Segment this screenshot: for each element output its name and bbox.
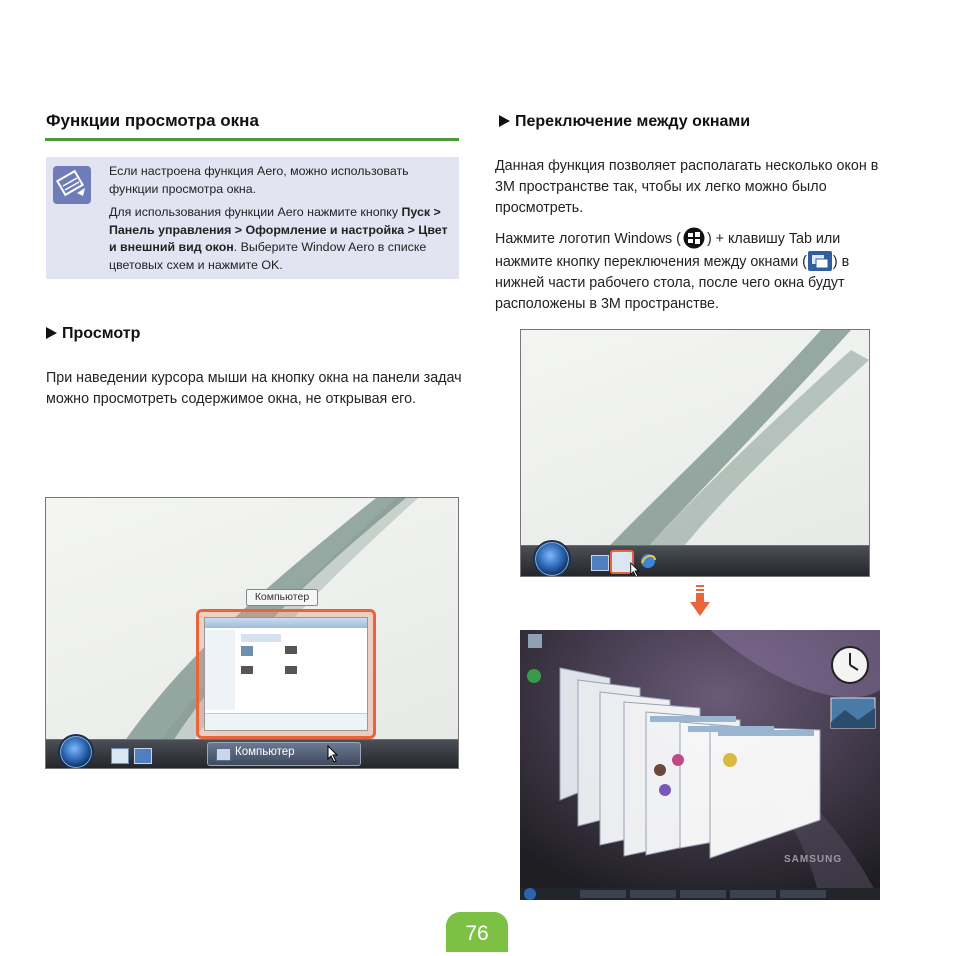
note-pencil-icon — [53, 166, 91, 204]
triangle-bullet-icon — [46, 327, 57, 339]
section-divider — [45, 138, 459, 141]
show-desktop-icon[interactable] — [134, 748, 152, 764]
switching-description: Данная функция позволяет располагать несколько окон в 3M пространстве так, чтобы их легко можно было просмотреть. — [495, 158, 879, 216]
start-orb-icon[interactable] — [58, 734, 94, 769]
mouse-cursor-icon — [629, 562, 643, 577]
show-desktop-icon[interactable] — [591, 555, 609, 571]
page-number: 76 — [446, 912, 508, 952]
down-arrow-icon — [690, 585, 710, 617]
explorer-window-thumbnail — [204, 617, 368, 731]
start-orb-icon[interactable] — [533, 540, 571, 577]
samsung-brand: SAMSUNG — [784, 854, 843, 865]
switching-instructions: Нажмите логотип Windows ( ) + клавишу Tab или нажмите кнопку переключения между окнами ( ) в нижней части рабочего стола, после чего окна будут расположены в 3M пространстве. — [495, 227, 895, 315]
taskbar — [46, 739, 458, 768]
mouse-cursor-icon — [326, 745, 342, 763]
preview-body: При наведении курсора мыши на кнопку окна на панели задач можно просмотреть содержимое окна, не открывая его. — [46, 370, 462, 407]
screenshot-flip-button — [520, 329, 870, 577]
note-line-2: Для использования функции Aero нажмите кнопку Пуск > Панель управления > Оформление и настройка > Цвет и внешний вид окон. Выберите Window Aero в списке цветовых схем и нажмите OK. — [109, 205, 448, 272]
section-title: Функции просмотра окна — [46, 111, 259, 130]
taskbar — [521, 545, 869, 576]
taskbar-tooltip: Компьютер — [246, 589, 318, 606]
note-line-1: Если настроена функция Aero, можно использовать функции просмотра окна. — [109, 164, 409, 196]
triangle-bullet-icon — [499, 115, 510, 127]
windows-logo-icon — [681, 227, 707, 249]
window-thumbnail-highlight[interactable] — [196, 609, 376, 739]
note-text — [109, 163, 452, 280]
switch-windows-icon[interactable] — [111, 748, 129, 764]
screenshot-flip3d — [520, 630, 880, 900]
taskbar-button-label: Компьютер — [235, 746, 295, 758]
desktop-leaf-wallpaper — [521, 330, 869, 576]
screenshot-taskbar-preview — [45, 497, 459, 769]
flip3d-button-icon — [807, 250, 833, 272]
preview-heading: Просмотр — [46, 325, 140, 343]
computer-icon — [216, 748, 231, 761]
switching-heading: Переключение между окнами — [499, 113, 750, 131]
